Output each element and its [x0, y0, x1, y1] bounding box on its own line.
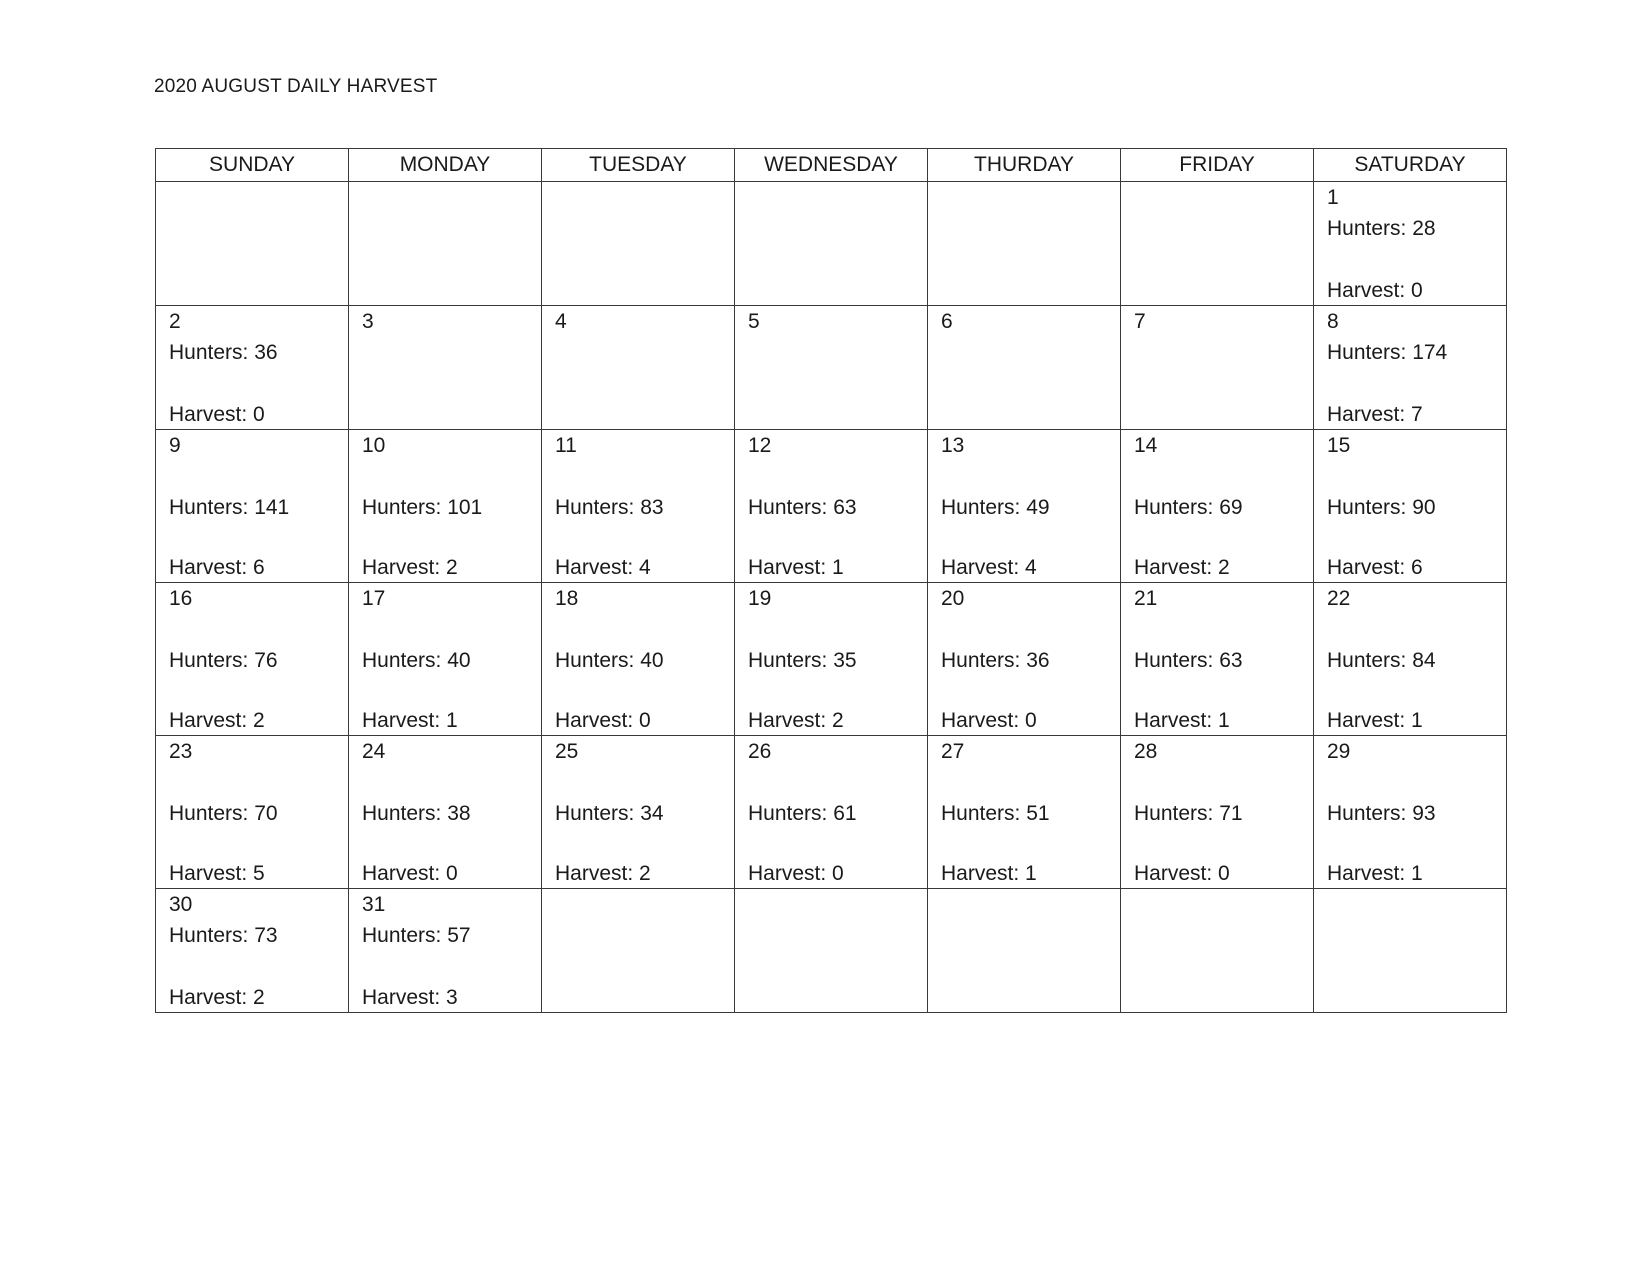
day-number: 15: [1327, 434, 1351, 457]
day-number: 10: [362, 434, 386, 457]
day-cell-content: [362, 310, 537, 427]
day-cell-content: [1134, 740, 1309, 886]
calendar-day-cell: [156, 736, 349, 889]
hunters-value: 73: [254, 924, 278, 947]
calendar-week-row: [156, 889, 1507, 1013]
harvest-label: Harvest:: [1134, 862, 1219, 885]
day-number: 16: [169, 587, 193, 610]
weekday-header-tuesday: TUESDAY: [542, 149, 735, 182]
harvest-value: 2: [253, 986, 265, 1009]
day-number: 20: [941, 587, 965, 610]
day-number: 11: [555, 434, 577, 457]
harvest-value: 2: [639, 862, 651, 885]
day-number: 6: [941, 310, 953, 333]
harvest-label: Harvest:: [1327, 279, 1412, 302]
hunters-label: Hunters:: [1327, 341, 1413, 364]
harvest-value: 1: [1218, 709, 1230, 732]
day-number: 17: [362, 587, 386, 610]
weekday-header-thursday: THURDAY: [928, 149, 1121, 182]
hunters-value: 63: [1219, 649, 1243, 672]
hunters-label: Hunters:: [362, 496, 448, 519]
calendar-empty-cell: [349, 182, 542, 306]
hunters-label: Hunters:: [362, 924, 448, 947]
day-number: 27: [941, 740, 965, 763]
calendar-week-row: [156, 430, 1507, 583]
hunters-label: Hunters:: [941, 649, 1027, 672]
harvest-count: [1327, 556, 1423, 580]
harvest-value: 5: [253, 862, 265, 885]
harvest-label: Harvest:: [362, 862, 447, 885]
harvest-value: 2: [253, 709, 265, 732]
hunters-value: 101: [447, 496, 483, 519]
hunters-count: [1327, 217, 1436, 241]
hunters-count: [362, 649, 471, 673]
harvest-label: Harvest:: [169, 709, 254, 732]
day-cell-content: [941, 434, 1116, 580]
harvest-count: [941, 556, 1037, 580]
harvest-count: [941, 709, 1037, 733]
day-cell-content: [555, 310, 730, 427]
hunters-count: [1134, 802, 1243, 826]
harvest-value: 6: [253, 556, 265, 579]
hunters-count: [1327, 649, 1436, 673]
calendar-day-cell: [928, 583, 1121, 736]
harvest-count: [1327, 279, 1423, 303]
hunters-value: 69: [1219, 496, 1243, 519]
harvest-value: 1: [1411, 862, 1423, 885]
hunters-count: [555, 496, 664, 520]
harvest-count: [1327, 403, 1423, 427]
calendar-day-cell: [156, 889, 349, 1013]
harvest-count: [1134, 862, 1230, 886]
harvest-count: [1327, 862, 1423, 886]
hunters-label: Hunters:: [941, 802, 1027, 825]
day-cell-content: [169, 310, 344, 427]
weekday-header-sunday: SUNDAY: [156, 149, 349, 182]
hunters-value: 84: [1412, 649, 1436, 672]
hunters-count: [1134, 649, 1243, 673]
harvest-label: Harvest:: [555, 556, 640, 579]
day-number: 28: [1134, 740, 1158, 763]
calendar-empty-cell: [1121, 889, 1314, 1013]
calendar-day-cell: [928, 306, 1121, 430]
hunters-label: Hunters:: [1327, 217, 1413, 240]
day-cell-content: [1327, 587, 1502, 733]
calendar-day-cell: [1314, 736, 1507, 889]
day-cell-content: [1327, 434, 1502, 580]
harvest-label: Harvest:: [555, 709, 640, 732]
hunters-label: Hunters:: [941, 496, 1027, 519]
day-number: 5: [748, 310, 760, 333]
hunters-label: Hunters:: [1327, 496, 1413, 519]
harvest-label: Harvest:: [941, 709, 1026, 732]
hunters-count: [1327, 496, 1436, 520]
harvest-count: [1327, 709, 1423, 733]
hunters-count: [362, 496, 482, 520]
calendar-day-cell: [542, 430, 735, 583]
harvest-count: [169, 709, 265, 733]
calendar-day-cell: [349, 583, 542, 736]
harvest-value: 0: [1025, 709, 1037, 732]
harvest-label: Harvest:: [169, 556, 254, 579]
hunters-value: 36: [254, 341, 278, 364]
hunters-value: 63: [833, 496, 857, 519]
weekday-header-row: [156, 149, 1507, 182]
harvest-count: [169, 986, 265, 1010]
day-cell-content: [169, 893, 344, 1010]
day-cell-content: [362, 893, 537, 1010]
hunters-value: 70: [254, 802, 278, 825]
harvest-label: Harvest:: [941, 556, 1026, 579]
calendar-week-row: [156, 182, 1507, 306]
hunters-value: 90: [1412, 496, 1436, 519]
day-cell-content: [1134, 310, 1309, 427]
harvest-value: 4: [1025, 556, 1037, 579]
harvest-label: Harvest:: [1327, 556, 1412, 579]
hunters-label: Hunters:: [1327, 802, 1413, 825]
harvest-label: Harvest:: [748, 862, 833, 885]
harvest-label: Harvest:: [1327, 403, 1412, 426]
day-number: 25: [555, 740, 579, 763]
harvest-value: 4: [639, 556, 651, 579]
harvest-count: [555, 862, 651, 886]
day-cell-content: [941, 740, 1116, 886]
harvest-value: 2: [1218, 556, 1230, 579]
calendar-day-cell: [349, 736, 542, 889]
calendar-day-cell: [928, 736, 1121, 889]
harvest-count: [748, 556, 844, 580]
hunters-label: Hunters:: [169, 341, 255, 364]
harvest-value: 0: [832, 862, 844, 885]
day-cell-content: [1327, 310, 1502, 427]
day-number: 21: [1134, 587, 1158, 610]
hunters-value: 71: [1219, 802, 1243, 825]
harvest-count: [748, 709, 844, 733]
harvest-label: Harvest:: [169, 986, 254, 1009]
calendar-day-cell: [928, 430, 1121, 583]
day-number: 29: [1327, 740, 1351, 763]
harvest-label: Harvest:: [748, 709, 833, 732]
calendar-empty-cell: [735, 889, 928, 1013]
hunters-value: 34: [640, 802, 664, 825]
weekday-header-wednesday: WEDNESDAY: [735, 149, 928, 182]
day-cell-content: [1327, 740, 1502, 886]
calendar-table: [155, 148, 1507, 1013]
harvest-value: 1: [446, 709, 458, 732]
day-cell-content: [169, 740, 344, 886]
hunters-count: [169, 924, 278, 948]
hunters-value: 83: [640, 496, 664, 519]
harvest-value: 0: [1218, 862, 1230, 885]
weekday-header-friday: FRIDAY: [1121, 149, 1314, 182]
harvest-count: [362, 862, 458, 886]
calendar-day-cell: [156, 583, 349, 736]
day-number: 7: [1134, 310, 1146, 333]
harvest-label: Harvest:: [362, 556, 447, 579]
harvest-count: [555, 556, 651, 580]
calendar-day-cell: [542, 306, 735, 430]
hunters-value: 40: [640, 649, 664, 672]
hunters-label: Hunters:: [1134, 496, 1220, 519]
hunters-count: [555, 802, 664, 826]
day-cell-content: [169, 434, 344, 580]
hunters-label: Hunters:: [1327, 649, 1413, 672]
hunters-count: [748, 496, 857, 520]
hunters-value: 28: [1412, 217, 1436, 240]
calendar-day-cell: [735, 736, 928, 889]
hunters-value: 49: [1026, 496, 1050, 519]
harvest-value: 0: [1411, 279, 1423, 302]
hunters-count: [1327, 802, 1436, 826]
hunters-count: [748, 802, 857, 826]
hunters-value: 35: [833, 649, 857, 672]
hunters-count: [555, 649, 664, 673]
harvest-count: [362, 556, 458, 580]
day-number: 22: [1327, 587, 1351, 610]
day-cell-content: [748, 587, 923, 733]
day-cell-content: [362, 740, 537, 886]
harvest-count: [941, 862, 1037, 886]
calendar-day-cell: [1314, 306, 1507, 430]
calendar-day-cell: [349, 306, 542, 430]
hunters-value: 76: [254, 649, 278, 672]
calendar-day-cell: [735, 583, 928, 736]
calendar-day-cell: [735, 306, 928, 430]
calendar-day-cell: [1314, 430, 1507, 583]
hunters-count: [169, 341, 278, 365]
calendar-day-cell: [349, 889, 542, 1013]
calendar-day-cell: [1121, 583, 1314, 736]
calendar-day-cell: [349, 430, 542, 583]
harvest-label: Harvest:: [748, 556, 833, 579]
calendar-day-cell: [1314, 182, 1507, 306]
day-cell-content: [748, 740, 923, 886]
harvest-label: Harvest:: [362, 709, 447, 732]
harvest-value: 1: [832, 556, 844, 579]
hunters-label: Hunters:: [1134, 649, 1220, 672]
day-cell-content: [555, 740, 730, 886]
harvest-count: [1134, 709, 1230, 733]
calendar-empty-cell: [542, 889, 735, 1013]
harvest-label: Harvest:: [1327, 709, 1412, 732]
hunters-value: 36: [1026, 649, 1050, 672]
calendar-week-row: [156, 306, 1507, 430]
harvest-label: Harvest:: [555, 862, 640, 885]
hunters-label: Hunters:: [555, 496, 641, 519]
day-cell-content: [555, 587, 730, 733]
harvest-label: Harvest:: [1134, 709, 1219, 732]
calendar-empty-cell: [156, 182, 349, 306]
day-number: 18: [555, 587, 579, 610]
calendar-week-row: [156, 736, 1507, 889]
harvest-count: [748, 862, 844, 886]
harvest-value: 3: [446, 986, 458, 1009]
hunters-value: 51: [1026, 802, 1050, 825]
harvest-count: [555, 709, 651, 733]
harvest-label: Harvest:: [362, 986, 447, 1009]
calendar-day-cell: [1314, 583, 1507, 736]
day-number: 9: [169, 434, 181, 457]
hunters-label: Hunters:: [555, 802, 641, 825]
harvest-value: 0: [639, 709, 651, 732]
hunters-label: Hunters:: [748, 649, 834, 672]
hunters-count: [169, 649, 278, 673]
day-number: 23: [169, 740, 193, 763]
hunters-count: [169, 802, 278, 826]
day-number: 24: [362, 740, 386, 763]
harvest-value: 2: [832, 709, 844, 732]
hunters-value: 40: [447, 649, 471, 672]
hunters-value: 174: [1412, 341, 1448, 364]
hunters-count: [748, 649, 857, 673]
day-cell-content: [555, 434, 730, 580]
calendar-day-cell: [542, 583, 735, 736]
day-number: 3: [362, 310, 374, 333]
day-number: 8: [1327, 310, 1339, 333]
calendar-day-cell: [1121, 736, 1314, 889]
hunters-count: [362, 802, 471, 826]
day-number: 2: [169, 310, 181, 333]
day-cell-content: [748, 310, 923, 427]
calendar-body: [156, 182, 1507, 1013]
hunters-value: 57: [447, 924, 471, 947]
harvest-count: [362, 709, 458, 733]
harvest-count: [1134, 556, 1230, 580]
calendar-empty-cell: [1314, 889, 1507, 1013]
hunters-count: [169, 496, 289, 520]
hunters-count: [362, 924, 471, 948]
calendar-empty-cell: [1121, 182, 1314, 306]
weekday-header-saturday: SATURDAY: [1314, 149, 1507, 182]
day-cell-content: [1327, 186, 1502, 303]
harvest-count: [169, 862, 265, 886]
harvest-count: [169, 556, 265, 580]
hunters-label: Hunters:: [1134, 802, 1220, 825]
harvest-label: Harvest:: [169, 862, 254, 885]
calendar-empty-cell: [928, 889, 1121, 1013]
harvest-value: 0: [253, 403, 265, 426]
hunters-label: Hunters:: [169, 924, 255, 947]
hunters-label: Hunters:: [169, 802, 255, 825]
harvest-value: 0: [446, 862, 458, 885]
hunters-value: 141: [254, 496, 290, 519]
hunters-label: Hunters:: [748, 802, 834, 825]
harvest-value: 6: [1411, 556, 1423, 579]
hunters-label: Hunters:: [362, 802, 448, 825]
day-number: 1: [1327, 186, 1339, 209]
harvest-label: Harvest:: [169, 403, 254, 426]
hunters-value: 61: [833, 802, 857, 825]
day-cell-content: [941, 587, 1116, 733]
hunters-count: [941, 802, 1050, 826]
calendar-empty-cell: [928, 182, 1121, 306]
day-number: 14: [1134, 434, 1158, 457]
harvest-value: 1: [1025, 862, 1037, 885]
harvest-count: [362, 986, 458, 1010]
harvest-label: Harvest:: [1327, 862, 1412, 885]
harvest-value: 1: [1411, 709, 1423, 732]
calendar-day-cell: [156, 430, 349, 583]
calendar-empty-cell: [542, 182, 735, 306]
calendar-day-cell: [1121, 306, 1314, 430]
day-number: 31: [362, 893, 386, 916]
hunters-count: [1327, 341, 1447, 365]
harvest-label: Harvest:: [941, 862, 1026, 885]
harvest-value: 2: [446, 556, 458, 579]
day-cell-content: [362, 434, 537, 580]
hunters-count: [941, 496, 1050, 520]
day-number: 4: [555, 310, 567, 333]
hunters-label: Hunters:: [169, 496, 255, 519]
harvest-value: 7: [1411, 403, 1423, 426]
day-cell-content: [941, 310, 1116, 427]
day-cell-content: [1134, 587, 1309, 733]
hunters-count: [1134, 496, 1243, 520]
day-cell-content: [1134, 434, 1309, 580]
day-number: 26: [748, 740, 772, 763]
harvest-label: Harvest:: [1134, 556, 1219, 579]
day-cell-content: [169, 587, 344, 733]
calendar-day-cell: [156, 306, 349, 430]
calendar-empty-cell: [735, 182, 928, 306]
day-cell-content: [362, 587, 537, 733]
day-number: 30: [169, 893, 193, 916]
hunters-count: [941, 649, 1050, 673]
page-title: 2020 AUGUST DAILY HARVEST: [154, 76, 438, 97]
day-cell-content: [748, 434, 923, 580]
hunters-label: Hunters:: [555, 649, 641, 672]
day-number: 19: [748, 587, 772, 610]
calendar-week-row: [156, 583, 1507, 736]
day-number: 12: [748, 434, 772, 457]
hunters-label: Hunters:: [748, 496, 834, 519]
hunters-value: 93: [1412, 802, 1436, 825]
calendar-day-cell: [1121, 430, 1314, 583]
calendar-day-cell: [542, 736, 735, 889]
hunters-label: Hunters:: [362, 649, 448, 672]
weekday-header-monday: MONDAY: [349, 149, 542, 182]
calendar-day-cell: [735, 430, 928, 583]
day-number: 13: [941, 434, 965, 457]
hunters-value: 38: [447, 802, 471, 825]
hunters-label: Hunters:: [169, 649, 255, 672]
harvest-count: [169, 403, 265, 427]
